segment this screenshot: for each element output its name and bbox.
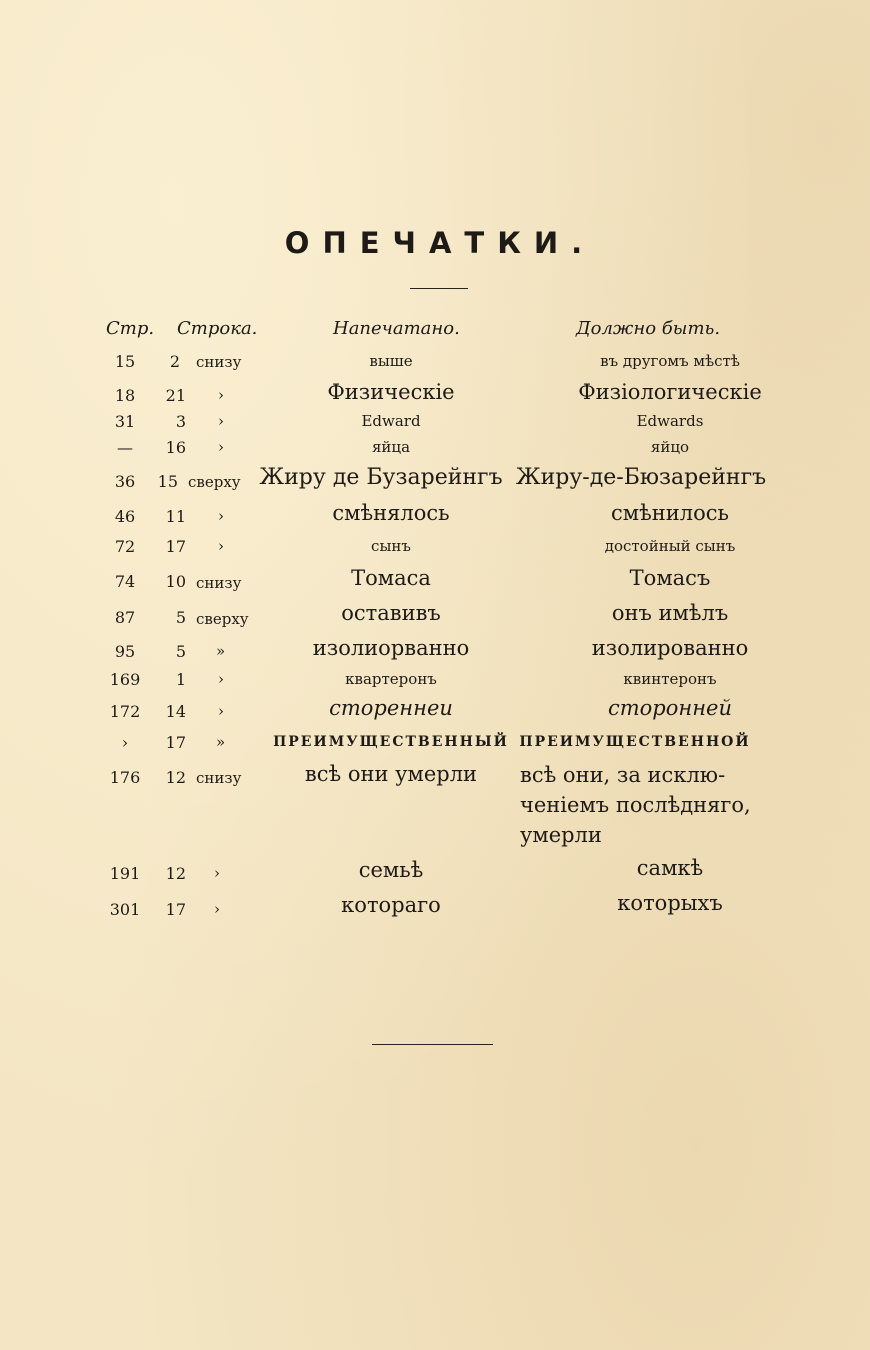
row-page: 301	[109, 900, 141, 919]
row-page: 31	[114, 412, 136, 431]
row-printed: Edward	[361, 412, 421, 430]
row-printed: ПРЕИМУЩЕСТВЕННЫЙ	[273, 734, 509, 750]
row-direction: сверху	[188, 473, 241, 491]
row-direction: снизу	[196, 574, 242, 592]
row-line: 12	[165, 864, 186, 883]
row-printed: семьѣ	[358, 858, 424, 882]
row-should-be: достойный сынъ	[604, 537, 736, 555]
page-title: ОПЕЧАТКИ.	[284, 226, 596, 260]
row-should-be: Томасъ	[629, 566, 711, 590]
row-page: 18	[114, 386, 136, 405]
row-line: 16	[165, 438, 186, 457]
row-printed: оставивъ	[341, 601, 441, 625]
row-direction: »	[216, 642, 226, 660]
end-divider	[372, 1044, 493, 1045]
row-printed: смѣнялось	[332, 501, 450, 525]
row-page: 46	[114, 507, 136, 526]
row-should-be: изолированно	[591, 636, 749, 660]
header-should-be: Должно быть.	[576, 318, 721, 339]
row-printed: котораго	[341, 893, 441, 917]
row-line: 15	[157, 472, 178, 491]
row-page: 176	[109, 768, 141, 787]
row-direction: снизу	[196, 353, 242, 371]
row-page: 95	[114, 642, 136, 661]
row-should-be: Жиру-де-Бюзарейнгъ	[515, 465, 767, 490]
row-page: 87	[114, 608, 136, 627]
row-line: 10	[165, 572, 186, 591]
row-page: 36	[114, 472, 136, 491]
row-line: 12	[165, 768, 186, 787]
row-line: 17	[165, 537, 186, 556]
row-page: 72	[114, 537, 136, 556]
row-direction: ›	[218, 507, 224, 525]
row-should-be: всѣ они, за исклю-ченіемъ послѣдняго, умерли	[520, 763, 751, 847]
row-printed: яйца	[371, 438, 411, 456]
row-page: 74	[114, 572, 136, 591]
row-line: 5	[175, 642, 186, 661]
row-printed: Жиру де Бузарейнгъ	[259, 465, 503, 490]
row-direction: снизу	[196, 769, 242, 787]
header-line: Строка.	[177, 318, 258, 339]
row-line: 5	[175, 608, 186, 627]
row-page: 169	[109, 670, 141, 689]
row-direction: сверху	[196, 610, 249, 628]
header-printed: Напечатано.	[333, 318, 460, 339]
row-should-be: въ другомъ мѣстѣ	[600, 352, 740, 370]
row-direction: ›	[218, 412, 224, 430]
row-printed: всѣ они умерли	[304, 762, 478, 786]
row-line: 1	[175, 670, 186, 689]
row-direction: ›	[218, 702, 224, 720]
row-printed: изолиорванно	[312, 636, 470, 660]
title-divider	[410, 288, 468, 289]
row-direction: ›	[218, 438, 224, 456]
row-should-be: ПРЕИМУЩЕСТВЕННОЙ	[519, 734, 751, 750]
row-line: 17	[165, 733, 186, 752]
row-printed: Физическіе	[327, 380, 455, 404]
row-should-be: смѣнилось	[611, 501, 729, 525]
row-should-be: Edwards	[636, 412, 704, 430]
row-printed: выше	[369, 352, 413, 370]
row-line: 14	[165, 702, 186, 721]
row-should-be: которыхъ	[617, 891, 723, 915]
row-printed: Томаса	[351, 566, 431, 590]
row-direction: ›	[214, 900, 220, 918]
row-direction: ›	[218, 537, 224, 555]
row-page: 172	[109, 702, 141, 721]
row-printed: стореннеи	[329, 696, 453, 720]
row-should-be: самкѣ	[636, 856, 704, 880]
row-printed: сынъ	[371, 537, 411, 555]
row-page: ›	[121, 733, 129, 752]
row-direction: ›	[218, 670, 224, 688]
row-should-be: яйцо	[650, 438, 690, 456]
row-line: 2	[169, 352, 180, 371]
row-line: 3	[175, 412, 186, 431]
row-page: 15	[114, 352, 136, 371]
row-should-be: квинтеронъ	[623, 670, 717, 688]
row-page: —	[117, 438, 133, 457]
row-should-be: Физіологическіе	[578, 380, 762, 404]
row-should-be: сторонней	[607, 696, 733, 720]
row-direction: »	[216, 733, 226, 751]
row-line: 17	[165, 900, 186, 919]
row-line: 21	[165, 386, 186, 405]
row-line: 11	[165, 507, 186, 526]
row-printed: квартеронъ	[345, 670, 437, 688]
row-page: 191	[109, 864, 141, 883]
header-page: Стр.	[106, 318, 155, 339]
row-should-be: онъ имѣлъ	[611, 601, 729, 625]
row-direction: ›	[214, 864, 220, 882]
row-direction: ›	[218, 386, 224, 404]
